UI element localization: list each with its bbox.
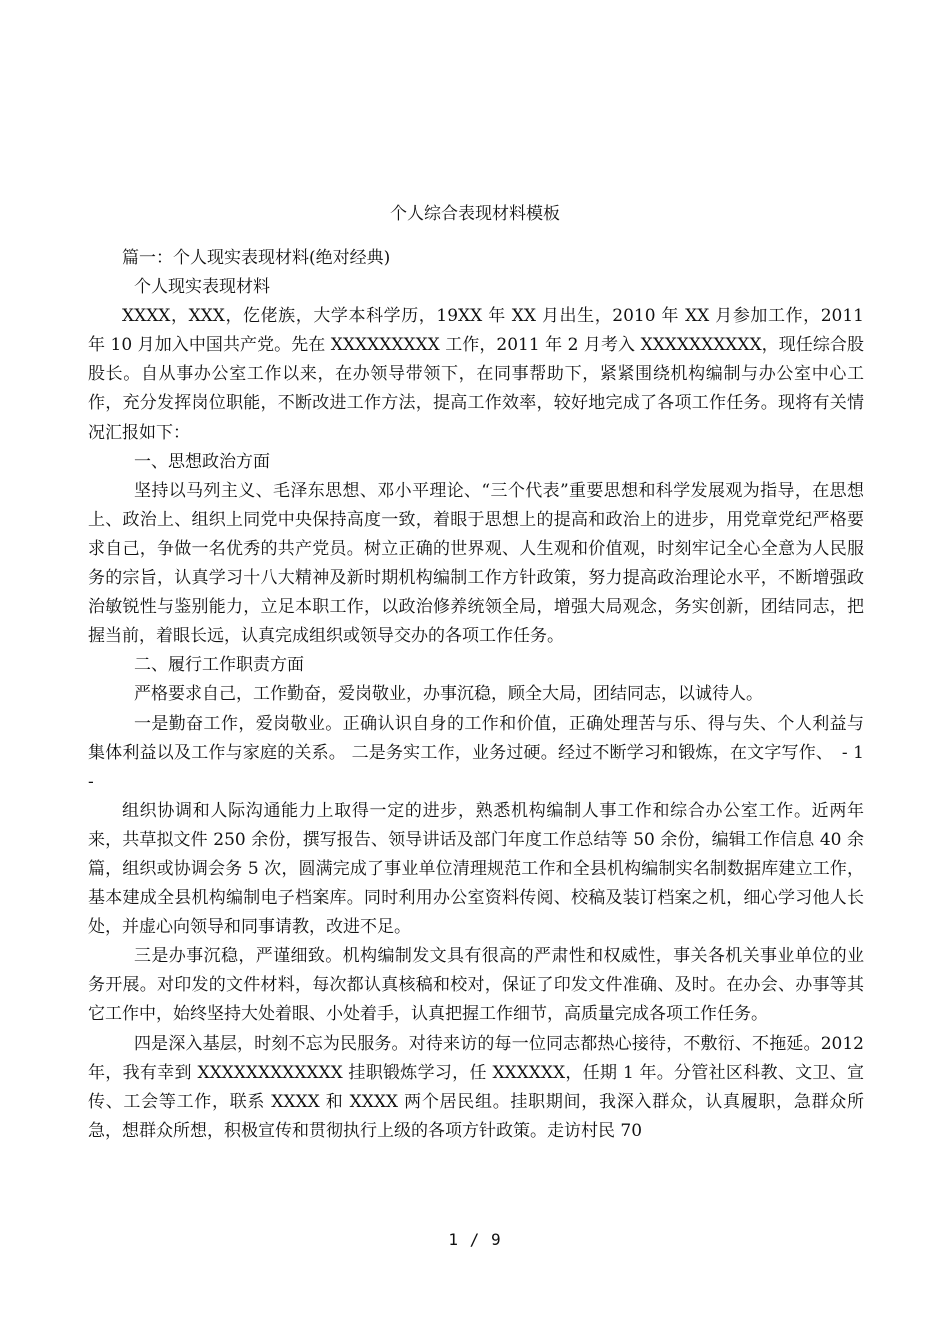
paragraph: 四是深入基层，时刻不忘为民服务。对待来访的每一位同志都热心接待，不敷衍、不拖延。2012 年，我有幸到 XXXXXXXXXXXX 挂职锻炼学习，任 XXXXXX，任期 1 年。分管社区科教、文卫、宣传、工会等工作，联系 XXXX 和 XXXX 两个居民组。挂职期间，我深入群众，认真履职，急群众所急，想群众所想，积极宣传和贯彻执行上级的各项方针政策。走访村民 70 bbox=[88, 1033, 864, 1141]
section-heading: 一、思想政治方面 bbox=[134, 451, 270, 472]
document-title: 个人综合表现材料模板 bbox=[390, 204, 560, 224]
paragraph: 组织协调和人际沟通能力上取得一定的进步，熟悉机构编制人事工作和综合办公室工作。近两年来，共草拟文件 250 余份，撰写报告、领导讲话及部门年度工作总结等 50 余份，编辑工作信息 40 余篇，组织或协调会务 5 次，圆满完成了事业单位清理规范工作和全县机构编制实名制数据库建立工作，基本建成全县机构编制电子档案库。同时利用办公室资料传阅、校稿及装订档案之机，细心学习他人长处，并虚心向领导和同事请教，改进不足。 bbox=[88, 800, 864, 938]
paragraph: XXXX，XXX，仡佬族，大学本科学历，19XX 年 XX 月出生，2010 年 XX 月参加工作，2011 年 10 月加入中国共产党。先在 XXXXXXXXX 工作，2011 年 2 月考入 XXXXXXXXXX，现任综合股股长。自从事办公室工作以来，在办领导带领下，在同事帮助下，紧紧围绕机构编制与办公室中心工作，充分发挥岗位职能，不断改进工作方法，提高工作效率，较好地完成了各项工作任务。现将有关情况汇报如下： bbox=[88, 306, 864, 443]
paragraph: 坚持以马列主义、毛泽东思想、邓小平理论、“三个代表”重要思想和科学发展观为指导，在思想上、政治上、组织上同党中央保持高度一致，着眼于思想上的提高和政治上的进步，用党章党纪严格要求自己，争做一名优秀的共产党员。树立正确的世界观、人生观和价值观，时刻牢记全心全意为人民服务的宗旨，认真学习十八大精神及新时期机构编制工作方针政策，努力提高政治理论水平，不断增强政治敏锐性与鉴别能力，立足本职工作，以政治修养统领全局，增强大局观念，务实创新，团结同志，把握当前，着眼长远，认真完成组织或领导交办的各项工作任务。 bbox=[88, 480, 864, 647]
document-body bbox=[88, 244, 864, 1146]
paragraph: 严格要求自己，工作勤奋，爱岗敬业，办事沉稳，顾全大局，团结同志，以诚待人。 bbox=[134, 684, 763, 705]
page-indicator: 1 / 9 bbox=[448, 1230, 502, 1249]
subtitle: 个人现实表现材料 bbox=[134, 277, 270, 298]
paragraph: 一是勤奋工作，爱岗敬业。正确认识自身的工作和价值，正确处理苦与乐、得与失、个人利益与集体利益以及工作与家庭的关系。 二是务实工作，业务过硬。经过不断学习和锻炼，在文字写作、 - 1 - bbox=[88, 713, 864, 792]
section-heading: 二、履行工作职责方面 bbox=[134, 655, 304, 676]
section-heading: 篇一：个人现实表现材料(绝对经典) bbox=[122, 248, 391, 268]
paragraph: 三是办事沉稳，严谨细致。机构编制发文具有很高的严肃性和权威性，事关各机关事业单位的业务开展。对印发的文件材料，每次都认真核稿和校对，保证了印发文件准确、及时。在办会、办事等其它工作中，始终坚持大处着眼、小处着手，认真把握工作细节，高质量完成各项工作任务。 bbox=[88, 946, 864, 1025]
